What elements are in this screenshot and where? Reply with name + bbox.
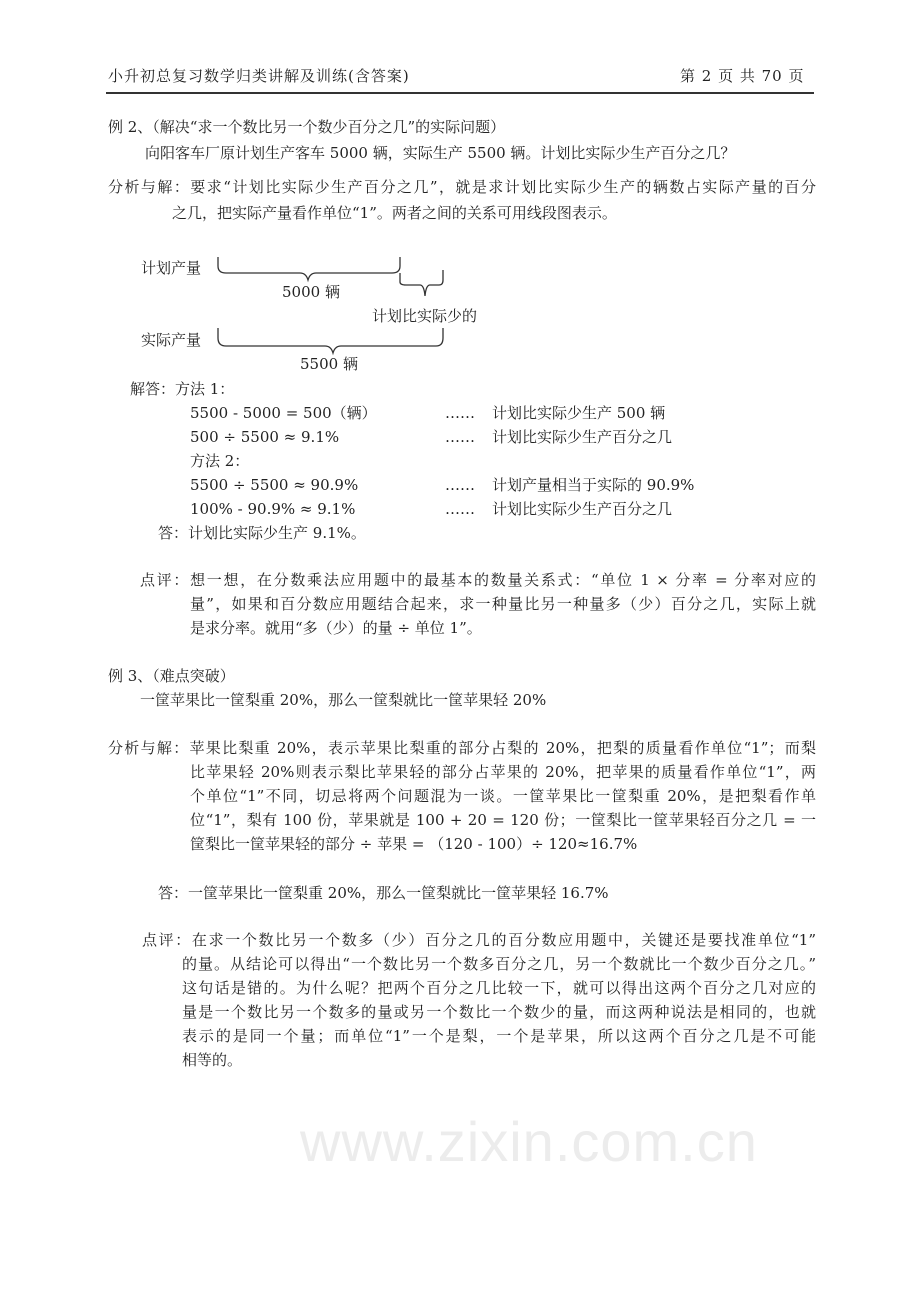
example3-analysis-line: 比苹果轻 20%则表示梨比苹果轻的部分占苹果的 20%，把苹果的质量看作单位“1”，两 [190, 763, 816, 781]
method1-expr: 500 ÷ 5500 ≈ 9.1% [190, 428, 340, 446]
plan-label: 计划产量 [141, 259, 202, 277]
example3-analysis-line: 个单位“1”不同，切忌将两个问题混为一谈。一筐苹果比一筐梨重 20%，是把梨看作单 [190, 787, 816, 805]
example3-title: 例 3、（难点突破） [108, 667, 235, 685]
example3-comment-line: 点评：在求一个数比另一个数多（少）百分之几的百分数应用题中，关键还是要找准单位“1” [142, 931, 816, 949]
example2-analysis-line: 分析与解：要求“计划比实际少生产百分之几”，就是求计划比实际少生产的辆数占实际产量的百分 [108, 178, 816, 196]
actual-brace [218, 328, 443, 353]
watermark: www.zixin.com.cn [300, 1110, 758, 1173]
example3-comment-line: 的量。从结论可以得出“一个数比另一个数多百分之几，另一个数就比一个数少百分之几。” [182, 955, 816, 973]
example2-title: 例 2、（解决“求一个数比另一个数少百分之几”的实际问题） [108, 118, 506, 136]
example3-problem: 一筐苹果比一筐梨重 20%，那么一筐梨就比一筐苹果轻 20% [140, 691, 547, 709]
example3-comment-line: 表示的是同一个量；而单位“1”一个是梨，一个是苹果，所以这两个百分之几是不可能 [182, 1027, 816, 1045]
method2-dots: …… [445, 476, 475, 494]
example3-comment-line: 量是一个数比另一个数多的量或另一个数比一个数少的量，而这两种说法是相同的，也就 [182, 1003, 816, 1021]
example2-comment-line: 量”，如果和百分数应用题结合起来，求一种量比另一种量多（少）百分之几，实际上就 [190, 595, 816, 613]
example2-comment-line: 点评：想一想，在分数乘法应用题中的最基本的数量关系式：“单位 1 × 分率 = 分率对应的 [140, 571, 816, 589]
example3-comment-line: 相等的。 [182, 1051, 243, 1069]
actual-value: 5500 辆 [300, 355, 358, 373]
method1-note: 计划比实际少生产百分之几 [492, 428, 673, 446]
example3-analysis-line: 位“1”，梨有 100 份，苹果就是 100 + 20 = 120 份；一筐梨比一筐苹果轻百分之几 = 一 [190, 811, 816, 829]
diff-label: 计划比实际少的 [372, 307, 478, 325]
plan-brace [218, 257, 400, 280]
example2-answer: 答：计划比实际少生产 9.1%。 [158, 524, 366, 542]
method1-note: 计划比实际少生产 500 辆 [492, 404, 666, 422]
document-title: 小升初总复习数学归类讲解及训练(含答案) [108, 67, 410, 85]
method2-dots: …… [445, 500, 475, 518]
actual-label: 实际产量 [141, 331, 202, 349]
method2-expr: 5500 ÷ 5500 ≈ 90.9% [190, 476, 359, 494]
line-segment-diagram [0, 0, 920, 400]
plan-value: 5000 辆 [282, 283, 340, 301]
method1-expr: 5500 - 5000 = 500（辆） [190, 404, 377, 422]
example3-comment-line: 这句话是错的。为什么呢？把两个百分之几比较一下，就可以得出这两个百分之几对应的 [182, 979, 816, 997]
method1-dots: …… [445, 428, 475, 446]
method2-note: 计划产量相当于实际的 90.9% [492, 476, 695, 494]
method2-note: 计划比实际少生产百分之几 [492, 500, 673, 518]
example3-analysis-line: 分析与解：苹果比梨重 20%，表示苹果比梨重的部分占梨的 20%，把梨的质量看作单位“1”；而梨 [108, 739, 816, 757]
page-number: 第 2 页 共 70 页 [680, 67, 805, 85]
example2-comment-line: 是求分率。就用“多（少）的量 ÷ 单位 1”。 [190, 619, 482, 637]
example2-analysis-line: 之几，把实际产量看作单位“1”。两者之间的关系可用线段图表示。 [172, 204, 617, 222]
diff-brace [400, 270, 443, 296]
method1-dots: …… [445, 404, 475, 422]
example3-answer: 答：一筐苹果比一筐梨重 20%，那么一筐梨就比一筐苹果轻 16.7% [158, 884, 609, 902]
example3-analysis-line: 筐梨比一筐苹果轻的部分 ÷ 苹果 = （120 - 100）÷ 120≈16.7% [190, 835, 638, 853]
solution-label: 解答：方法 1： [130, 380, 235, 398]
example2-problem: 向阳客车厂原计划生产客车 5000 辆，实际生产 5500 辆。计划比实际少生产百分之几？ [145, 144, 736, 162]
method2-expr: 100% - 90.9% ≈ 9.1% [190, 500, 356, 518]
method2-label: 方法 2： [190, 452, 250, 470]
